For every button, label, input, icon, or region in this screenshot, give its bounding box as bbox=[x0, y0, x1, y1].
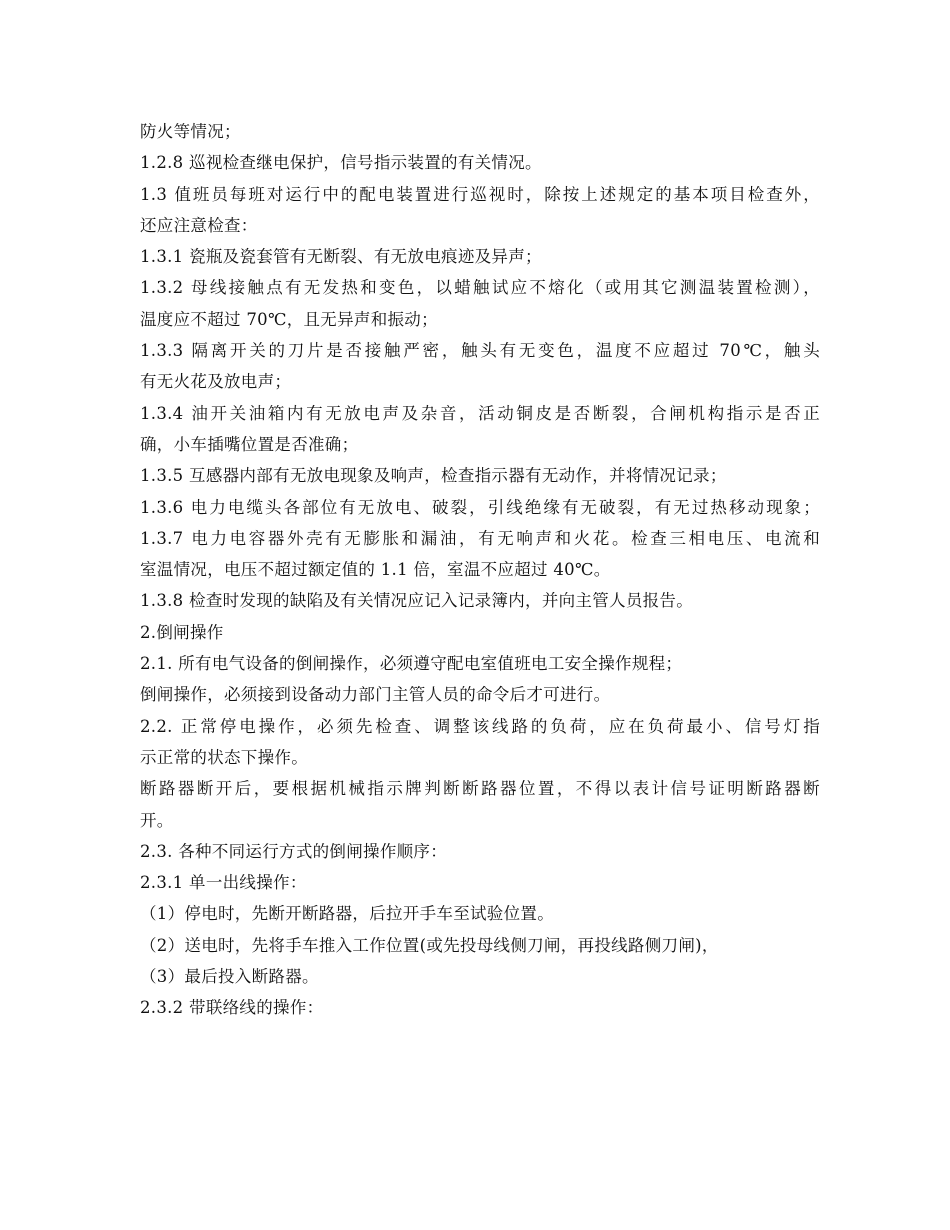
text-line: 1.3.7 电力电容器外壳有无膨胀和漏油，有无响声和火花。检查三相电压、电流和 bbox=[140, 528, 820, 548]
text-line: （3）最后投入断路器。 bbox=[140, 967, 319, 987]
text-line: 1.3.6 电力电缆头各部位有无放电、破裂，引线绝缘有无破裂，有无过热移动现象； bbox=[140, 497, 820, 517]
text-line: 2.3.2 带联络线的操作： bbox=[140, 998, 324, 1018]
text-line: （1）停电时，先断开断路器，后拉开手车至试验位置。 bbox=[140, 904, 554, 924]
text-line: 示正常的状态下操作。 bbox=[140, 747, 308, 767]
text-line: （2）送电时，先将手车推入工作位置(或先投母线侧刀闸，再投线路侧刀闸)， bbox=[140, 935, 719, 955]
text-line: 1.2.8 巡视检查继电保护，信号指示装置的有关情况。 bbox=[140, 153, 542, 173]
text-line: 2.2. 正常停电操作，必须先检查、调整该线路的负荷，应在负荷最小、信号灯指 bbox=[140, 716, 820, 736]
text-line: 室温情况，电压不超过额定值的 1.1 倍，室温不应超过 40℃。 bbox=[140, 560, 611, 580]
text-line: 有无火花及放电声； bbox=[140, 372, 292, 392]
text-line: 2.倒闸操作 bbox=[140, 622, 224, 642]
text-line: 断路器断开后，要根据机械指示牌判断断路器位置，不得以表计信号证明断路器断 bbox=[140, 779, 820, 799]
text-line: 温度应不超过 70℃，且无异声和振动； bbox=[140, 309, 438, 329]
text-line: 开。 bbox=[140, 810, 174, 830]
text-line: 还应注意检查： bbox=[140, 215, 258, 235]
text-line: 1.3 值班员每班对运行中的配电装置进行巡视时，除按上述规定的基本项目检查外， bbox=[140, 184, 820, 204]
text-line: 1.3.5 互感器内部有无放电现象及响声，检查指示器有无动作，并将情况记录； bbox=[140, 466, 727, 486]
text-line: 1.3.8 检查时发现的缺陷及有关情况应记入记录簿内，并向主管人员报告。 bbox=[140, 591, 694, 611]
text-line: 防火等情况； bbox=[140, 122, 241, 141]
text-line: 倒闸操作，必须接到设备动力部门主管人员的命令后才可进行。 bbox=[140, 685, 611, 705]
text-line: 1.3.4 油开关油箱内有无放电声及杂音，活动铜皮是否断裂，合闸机构指示是否正 bbox=[140, 403, 820, 423]
text-line: 1.3.3 隔离开关的刀片是否接触严密，触头有无变色，温度不应超过 70℃，触头 bbox=[140, 341, 820, 361]
text-line: 1.3.1 瓷瓶及瓷套管有无断裂、有无放电痕迹及异声； bbox=[140, 247, 542, 267]
text-line: 2.3. 各种不同运行方式的倒闸操作顺序： bbox=[140, 841, 448, 861]
text-line: 2.3.1 单一出线操作： bbox=[140, 873, 307, 893]
text-line: 1.3.2 母线接触点有无发热和变色，以蜡触试应不熔化（或用其它测温装置检测）， bbox=[140, 278, 820, 298]
text-line: 2.1. 所有电气设备的倒闸操作，必须遵守配电室值班电工安全操作规程； bbox=[140, 654, 683, 674]
text-line: 确，小车插嘴位置是否准确； bbox=[140, 434, 359, 454]
document-body bbox=[140, 116, 820, 1024]
